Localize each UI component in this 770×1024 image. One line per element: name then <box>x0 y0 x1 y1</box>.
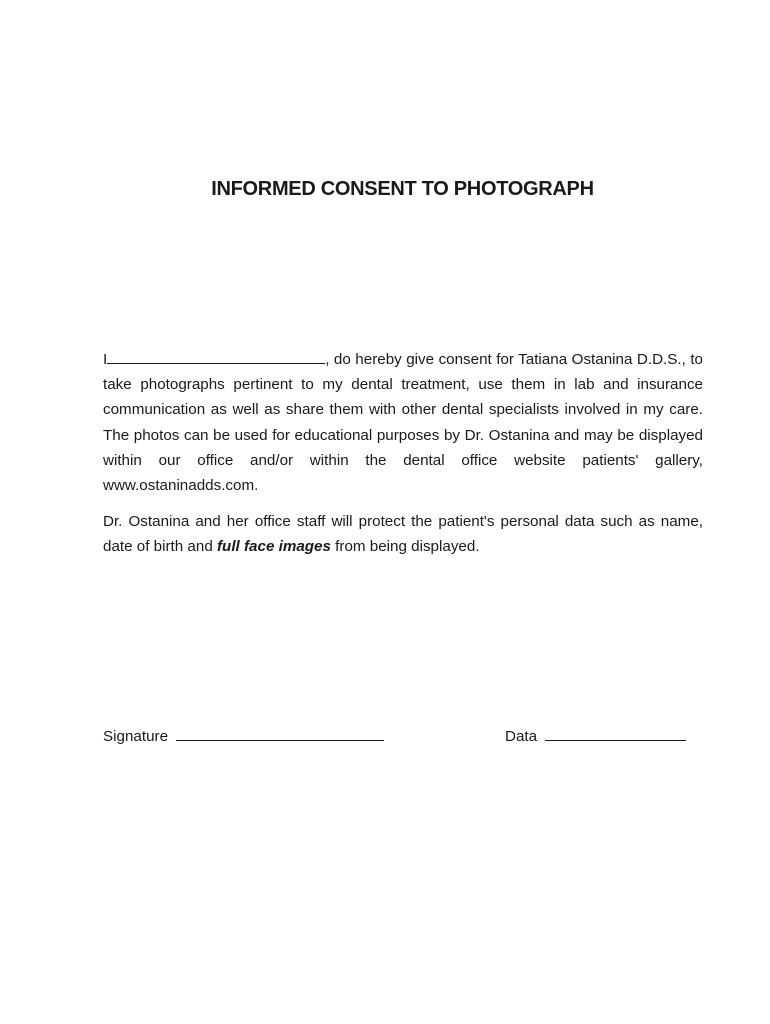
document-title: INFORMED CONSENT TO PHOTOGRAPH <box>211 178 594 200</box>
signature-field <box>103 726 384 748</box>
date-label: Data <box>505 728 538 745</box>
signature-label: Signature <box>103 728 169 745</box>
patient-name-blank[interactable] <box>107 349 325 364</box>
consent-paragraph <box>103 347 703 498</box>
privacy-emphasis: full face images <box>217 538 331 556</box>
privacy-paragraph <box>103 509 703 559</box>
privacy-text-before: Dr. Ostanina and her office staff will protect the patient's personal data such as name, date of birth and <box>103 513 703 556</box>
consent-text: , do hereby give consent for Tatiana Ostanina D.D.S., to take photographs pertinent to my dental treatment, use them in lab and insurance communication as well as share them with other dental specialists involved in my care. The photos can be used for educational purposes by Dr. Ostanina and may be displayed within our office and/or within the dental office website patients' gallery, www.ostaninadds.com. <box>103 351 703 495</box>
date-blank[interactable] <box>545 726 686 741</box>
signature-blank[interactable] <box>176 726 384 741</box>
date-field <box>505 726 686 748</box>
paragraph-prefix: I <box>103 351 108 368</box>
privacy-text-after: from being displayed. <box>330 538 480 556</box>
